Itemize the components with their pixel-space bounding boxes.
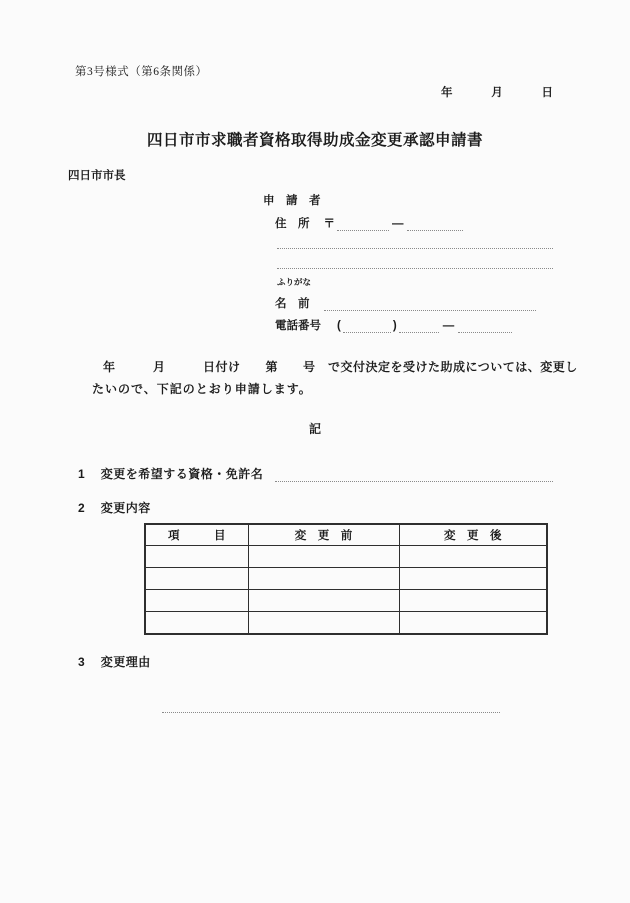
table-cell-before[interactable]: [248, 590, 399, 612]
table-cell-item[interactable]: [145, 612, 248, 635]
date-year-label: 年: [441, 87, 453, 99]
section-3-number: 3: [78, 655, 85, 669]
phone-label: 電話番号: [275, 319, 321, 332]
postal-mark: 〒: [323, 217, 335, 230]
record-heading: 記: [308, 422, 321, 436]
table-cell-item[interactable]: [145, 568, 248, 590]
body-paragraph-line-1: 年 月 日付け 第 号 で交付決定を受けた助成については、変更し: [103, 360, 578, 374]
table-row: [145, 546, 547, 568]
date-month-label: 月: [491, 87, 503, 99]
address-row: [275, 214, 463, 231]
table-cell-before[interactable]: [248, 546, 399, 568]
page-title: 四日市市求職者資格取得助成金変更承認申請書: [146, 132, 483, 149]
address-line-1-blank[interactable]: [277, 232, 553, 249]
furigana-label: ふりがな: [277, 277, 312, 287]
table-header-before-change: 変 更 前: [248, 524, 399, 546]
section-1-number: 1: [78, 467, 85, 481]
table-header-row: [145, 524, 547, 546]
section-2-number: 2: [78, 501, 85, 515]
table-cell-before[interactable]: [248, 568, 399, 590]
table-cell-after[interactable]: [399, 590, 547, 612]
phone-row: [275, 315, 512, 333]
table-cell-item[interactable]: [145, 590, 248, 612]
change-details-table: [144, 523, 548, 635]
section-1-row: [78, 464, 553, 482]
body-paragraph-line-2: たいので、下記のとおり申請します。: [92, 382, 312, 396]
section-2-row: [78, 500, 151, 516]
phone-dash: ―: [442, 319, 455, 332]
change-reason-blank[interactable]: [162, 696, 500, 713]
table-header-item: 項 目: [145, 524, 248, 546]
address-line-2-blank[interactable]: [277, 252, 553, 269]
phone-area-blank[interactable]: [343, 332, 391, 333]
phone-paren-open: (: [337, 319, 341, 332]
table-row: [145, 568, 547, 590]
section-3-row: [78, 654, 151, 670]
name-row: [275, 293, 536, 311]
table-cell-item[interactable]: [145, 546, 248, 568]
name-label: 名 前: [275, 297, 310, 310]
address-label: 住 所: [275, 217, 310, 230]
table-cell-before[interactable]: [248, 612, 399, 635]
date-day-label: 日: [541, 87, 553, 99]
applicant-section-label: 申 請 者: [263, 195, 321, 207]
table-row: [145, 612, 547, 635]
table-cell-after[interactable]: [399, 546, 547, 568]
postal-code-first-blank[interactable]: [337, 230, 389, 231]
phone-last-blank[interactable]: [458, 332, 512, 333]
date-line: [441, 86, 553, 100]
postal-dash: ―: [392, 217, 404, 230]
qualification-name-blank[interactable]: [275, 481, 553, 482]
phone-paren-close: ): [392, 319, 397, 332]
table-cell-after[interactable]: [399, 568, 547, 590]
table-header-after-change: 変 更 後: [399, 524, 547, 546]
section-2-label: 変更内容: [100, 501, 151, 515]
table-row: [145, 590, 547, 612]
phone-middle-blank[interactable]: [399, 332, 439, 333]
form-number: 第3号様式（第6条関係）: [75, 66, 208, 78]
section-3-label: 変更理由: [100, 655, 151, 669]
table-cell-after[interactable]: [399, 612, 547, 635]
addressee-label: 四日市市長: [68, 170, 126, 182]
section-1-label: 変更を希望する資格・免許名: [100, 467, 264, 481]
postal-code-second-blank[interactable]: [407, 230, 463, 231]
name-blank[interactable]: [324, 310, 536, 311]
